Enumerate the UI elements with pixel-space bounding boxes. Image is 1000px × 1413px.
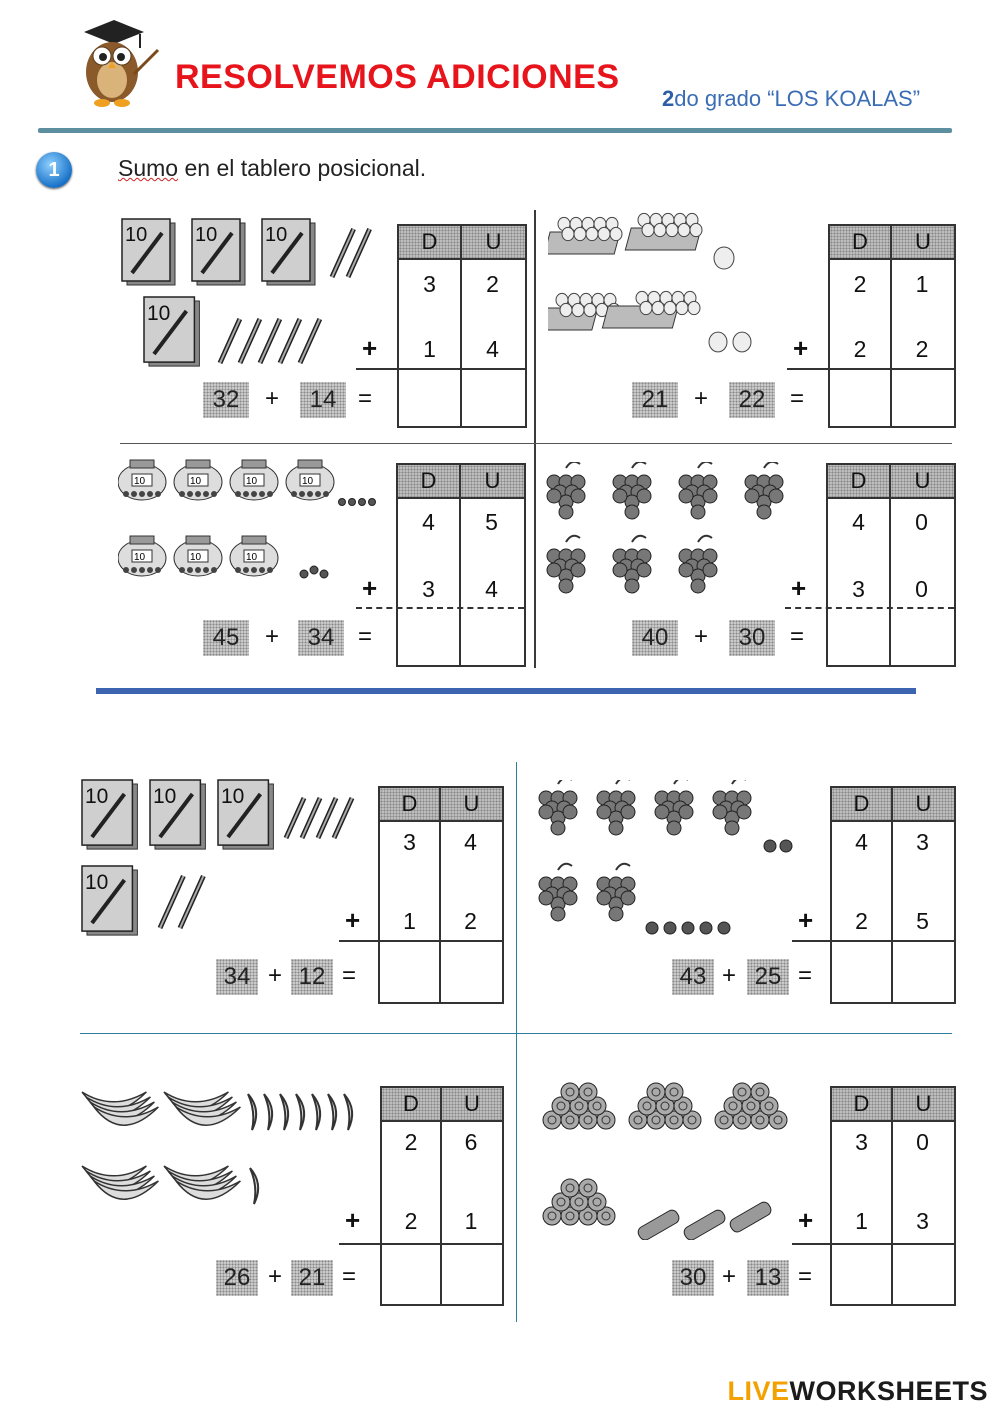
svg-text:10: 10 — [134, 476, 146, 487]
ex3-candy-jars-illustration — [118, 458, 388, 598]
ex6-equation-plus: + — [722, 962, 737, 989]
ex8-answer-units-cell[interactable] — [892, 1245, 950, 1302]
ex1-pencil-packs-illustration — [120, 215, 390, 375]
ex1-addend-1: 32 — [203, 382, 249, 418]
ex5-equals-sign: = — [342, 962, 357, 989]
section-divider — [96, 688, 916, 694]
ex1-tens-digit-2: 1 — [423, 336, 436, 362]
ex3-addend-1: 45 — [203, 620, 249, 656]
liveworksheets-watermark — [727, 1376, 988, 1407]
ex8-addend-1: 30 — [672, 1260, 714, 1296]
ex8-equation-plus: + — [722, 1263, 737, 1290]
section1-horizontal-divider — [120, 443, 952, 444]
ex2-answer-units-cell[interactable] — [891, 370, 950, 424]
svg-text:10: 10 — [147, 302, 171, 326]
page-title: RESOLVEMOS ADICIONES — [175, 58, 620, 96]
ex2-tens-header: D — [830, 226, 890, 260]
ex3-tens-digit-2: 3 — [422, 576, 435, 602]
ex5-units-digit-1: 4 — [464, 829, 477, 855]
ex4-addend-1: 40 — [632, 620, 678, 656]
ex4-answer-units-cell[interactable] — [890, 609, 950, 663]
ex6-answer-tens-cell[interactable] — [832, 942, 890, 1000]
ex3-tens-digit-1: 4 — [422, 509, 435, 535]
ex1-tens-header: D — [399, 226, 460, 260]
ex4-units-header: U — [891, 465, 954, 499]
svg-text:10: 10 — [134, 552, 146, 563]
ex7-answer-tens-cell[interactable] — [382, 1245, 439, 1302]
ex1-answer-tens-cell[interactable] — [399, 370, 459, 424]
ex7-addend-2: 21 — [291, 1260, 333, 1296]
ex5-addend-2: 12 — [291, 959, 333, 995]
ex2-board-plus-sign: + — [793, 333, 809, 363]
svg-text:10: 10 — [265, 224, 288, 246]
ex4-units-digit-1: 0 — [915, 509, 928, 535]
ex3-answer-tens-cell[interactable] — [398, 609, 458, 663]
activity-number-badge: 1 — [36, 152, 72, 188]
grade-number: 2 — [662, 86, 675, 111]
svg-text:10: 10 — [221, 785, 245, 809]
ex7-units-digit-1: 6 — [464, 1129, 478, 1155]
ex7-tens-digit-2: 2 — [404, 1208, 418, 1234]
ex8-units-header: U — [893, 1088, 954, 1122]
ex6-units-header: U — [893, 788, 954, 822]
ex1-tens-digit-1: 3 — [423, 271, 436, 297]
ex8-tens-header: D — [832, 1088, 891, 1122]
ex5-equation-plus: + — [268, 962, 283, 989]
ex3-board-plus-sign: + — [362, 573, 378, 603]
svg-text:10: 10 — [195, 224, 218, 246]
section2-horizontal-divider — [80, 1033, 952, 1034]
ex6-units-digit-1: 3 — [916, 829, 929, 855]
ex6-addend-1: 43 — [672, 959, 714, 995]
ex8-tens-digit-1: 3 — [855, 1129, 868, 1155]
svg-text:10: 10 — [190, 476, 202, 487]
svg-text:10: 10 — [85, 871, 109, 895]
ex3-equals-sign: = — [358, 623, 373, 650]
svg-text:10: 10 — [125, 224, 148, 246]
ex6-board-plus-sign: + — [798, 905, 814, 935]
instruction — [118, 155, 426, 182]
ex6-tens-header: D — [832, 788, 891, 822]
ex7-equals-sign: = — [342, 1263, 357, 1290]
instruction-underlined: Sumo — [118, 155, 179, 181]
ex2-units-digit-2: 2 — [915, 336, 929, 362]
ex8-board-plus-sign: + — [798, 1205, 814, 1235]
ex1-equals-sign: = — [358, 385, 373, 412]
ex8-answer-tens-cell[interactable] — [832, 1245, 890, 1302]
ex5-units-digit-2: 2 — [464, 908, 477, 934]
ex1-units-digit-1: 2 — [486, 271, 499, 297]
ex1-equation-plus: + — [265, 385, 280, 412]
grade-text: do grado “LOS KOALAS” — [674, 86, 921, 111]
ex1-units-digit-2: 4 — [486, 336, 499, 362]
ex3-equation-plus: + — [265, 623, 280, 650]
ex3-answer-units-cell[interactable] — [460, 609, 520, 663]
ex6-grapes-illustration — [536, 780, 806, 940]
ex4-tens-digit-2: 3 — [852, 576, 865, 602]
section1-vertical-divider — [534, 210, 536, 668]
owl-mascot-icon — [72, 14, 162, 110]
ex3-addend-2: 34 — [298, 620, 344, 656]
ex6-tens-digit-2: 2 — [855, 908, 868, 934]
svg-text:10: 10 — [190, 552, 202, 563]
ex3-units-digit-2: 4 — [485, 576, 498, 602]
ex3-units-digit-1: 5 — [485, 509, 498, 535]
watermark-prefix: LIVE — [727, 1376, 790, 1406]
svg-text:10: 10 — [302, 476, 314, 487]
ex4-equation-plus: + — [694, 623, 709, 650]
ex6-equals-sign: = — [798, 962, 813, 989]
ex7-units-header: U — [442, 1088, 502, 1122]
ex5-board-plus-sign: + — [345, 905, 361, 935]
ex2-addend-2: 22 — [729, 382, 775, 418]
ex5-tens-header: D — [380, 788, 439, 822]
section2-vertical-divider — [516, 762, 517, 1322]
ex2-units-header: U — [892, 226, 954, 260]
ex5-tens-digit-1: 3 — [403, 829, 416, 855]
ex5-pencil-packs-illustration — [80, 776, 380, 936]
ex3-units-header: U — [461, 465, 524, 499]
ex7-addend-1: 26 — [216, 1260, 258, 1296]
ex7-equation-plus: + — [268, 1263, 283, 1290]
ex4-units-digit-2: 0 — [915, 576, 928, 602]
ex3-tens-header: D — [398, 465, 459, 499]
ex5-answer-units-cell[interactable] — [440, 942, 498, 1000]
ex4-grapes-illustration — [544, 462, 814, 612]
ex1-addend-2: 14 — [300, 382, 346, 418]
ex5-units-header: U — [441, 788, 502, 822]
grade-label — [662, 86, 920, 112]
header-divider — [38, 128, 952, 133]
watermark-rest: WORKSHEETS — [789, 1376, 988, 1406]
ex1-answer-units-cell[interactable] — [461, 370, 521, 424]
svg-text:10: 10 — [85, 785, 109, 809]
ex7-answer-units-cell[interactable] — [441, 1245, 498, 1302]
svg-text:10: 10 — [153, 785, 177, 809]
ex6-answer-units-cell[interactable] — [892, 942, 950, 1000]
ex2-egg-cartons-illustration — [548, 210, 798, 370]
ex1-units-header: U — [462, 226, 525, 260]
ex8-addend-2: 13 — [747, 1260, 789, 1296]
ex8-logs-illustration — [540, 1080, 800, 1240]
ex5-answer-tens-cell[interactable] — [380, 942, 438, 1000]
ex7-tens-header: D — [382, 1088, 440, 1122]
ex6-addend-2: 25 — [747, 959, 789, 995]
ex2-tens-digit-2: 2 — [853, 336, 867, 362]
ex4-equals-sign: = — [790, 623, 805, 650]
ex7-board-plus-sign: + — [345, 1205, 361, 1235]
svg-text:10: 10 — [246, 476, 258, 487]
ex8-units-digit-1: 0 — [916, 1129, 929, 1155]
ex8-units-digit-2: 3 — [916, 1208, 929, 1234]
ex4-board-plus-sign: + — [791, 573, 807, 603]
instruction-rest: en el tablero posicional. — [178, 155, 427, 181]
ex1-board-plus-sign: + — [362, 333, 378, 363]
ex2-equals-sign: = — [790, 385, 805, 412]
ex7-bananas-illustration — [78, 1082, 378, 1222]
ex2-equation-plus: + — [694, 385, 709, 412]
ex4-tens-header: D — [828, 465, 889, 499]
ex5-tens-digit-2: 1 — [403, 908, 416, 934]
ex2-addend-1: 21 — [632, 382, 678, 418]
svg-text:10: 10 — [246, 552, 258, 563]
ex4-answer-tens-cell[interactable] — [828, 609, 888, 663]
ex7-units-digit-2: 1 — [464, 1208, 478, 1234]
ex5-addend-1: 34 — [216, 959, 258, 995]
ex6-units-digit-2: 5 — [916, 908, 929, 934]
ex8-equals-sign: = — [798, 1263, 813, 1290]
ex6-tens-digit-1: 4 — [855, 829, 868, 855]
ex4-addend-2: 30 — [729, 620, 775, 656]
ex2-answer-tens-cell[interactable] — [830, 370, 889, 424]
ex4-tens-digit-1: 4 — [852, 509, 865, 535]
ex7-tens-digit-1: 2 — [404, 1129, 418, 1155]
ex8-tens-digit-2: 1 — [855, 1208, 868, 1234]
ex2-units-digit-1: 1 — [915, 271, 929, 297]
ex2-tens-digit-1: 2 — [853, 271, 867, 297]
